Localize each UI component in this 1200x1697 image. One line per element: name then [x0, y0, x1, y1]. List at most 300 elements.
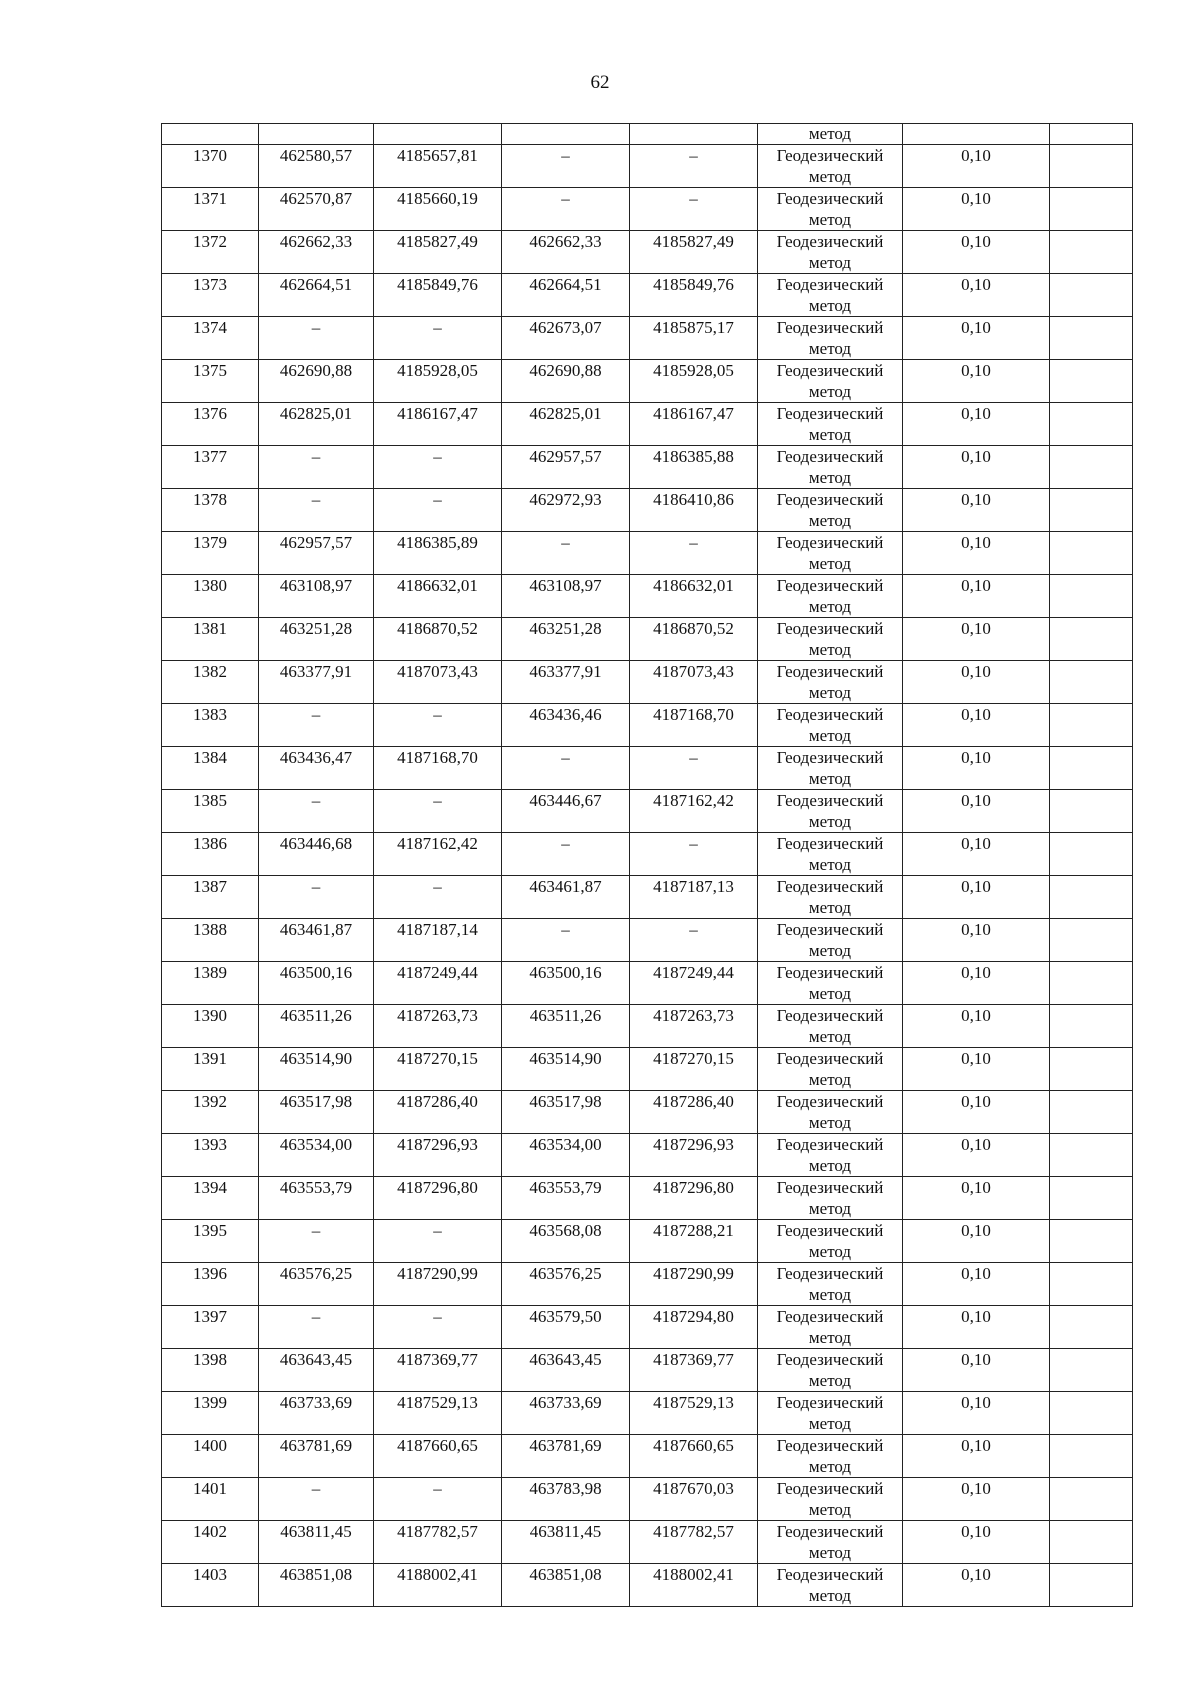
- cell-method: Геодезический метод: [758, 188, 903, 231]
- cell-y-specified: 4187263,73: [630, 1005, 758, 1048]
- cell-y-existing: 4187290,99: [374, 1263, 502, 1306]
- cell-x-existing: 463446,68: [259, 833, 374, 876]
- cell-precision: 0,10: [903, 876, 1050, 919]
- cell-method: Геодезический метод: [758, 145, 903, 188]
- cell-y-specified: 4186167,47: [630, 403, 758, 446]
- cell-y-existing: –: [374, 1478, 502, 1521]
- cell-y-specified: 4187073,43: [630, 661, 758, 704]
- cell-y-existing: –: [374, 876, 502, 919]
- cell-x-existing: –: [259, 790, 374, 833]
- cell-point-number: 1401: [162, 1478, 259, 1521]
- cell-description: [1050, 1392, 1133, 1435]
- table-row: [162, 661, 1133, 704]
- cell-x-specified: 463436,46: [502, 704, 630, 747]
- cell-x-existing: 462664,51: [259, 274, 374, 317]
- table-row: [162, 1392, 1133, 1435]
- cell-precision: 0,10: [903, 1263, 1050, 1306]
- cell-x-existing: –: [259, 1220, 374, 1263]
- table-row: [162, 145, 1133, 188]
- cell-description: [1050, 489, 1133, 532]
- cell-y-specified: –: [630, 747, 758, 790]
- cell-y-existing: 4187270,15: [374, 1048, 502, 1091]
- cell-x-specified: 463251,28: [502, 618, 630, 661]
- cell-method: Геодезический метод: [758, 1435, 903, 1478]
- cell-point-number: 1376: [162, 403, 259, 446]
- cell-y-specified: 4187670,03: [630, 1478, 758, 1521]
- cell-point-number: 1388: [162, 919, 259, 962]
- cell-method: Геодезический метод: [758, 1134, 903, 1177]
- cell-point-number: 1400: [162, 1435, 259, 1478]
- cell-method: Геодезический метод: [758, 360, 903, 403]
- table-row: [162, 790, 1133, 833]
- cell-description: [1050, 790, 1133, 833]
- cell-precision: 0,10: [903, 274, 1050, 317]
- cell-method: Геодезический метод: [758, 1392, 903, 1435]
- cell-y-existing: 4187660,65: [374, 1435, 502, 1478]
- cell-x-existing: –: [259, 317, 374, 360]
- cell-y-specified: –: [630, 188, 758, 231]
- table-row: [162, 1263, 1133, 1306]
- cell-method: Геодезический метод: [758, 876, 903, 919]
- cell-point-number: 1381: [162, 618, 259, 661]
- cell-description: [1050, 1048, 1133, 1091]
- cell-method: Геодезический метод: [758, 962, 903, 1005]
- cell-point-number: 1380: [162, 575, 259, 618]
- cell-x-specified: 462662,33: [502, 231, 630, 274]
- cell-y-existing: 4187168,70: [374, 747, 502, 790]
- cell-y-specified: –: [630, 532, 758, 575]
- table-row: [162, 962, 1133, 1005]
- cell-point-number: 1371: [162, 188, 259, 231]
- cell-precision: 0,10: [903, 1177, 1050, 1220]
- cell-x-existing: 463553,79: [259, 1177, 374, 1220]
- cell-x-existing: –: [259, 446, 374, 489]
- cell-point-number: 1389: [162, 962, 259, 1005]
- cell-point-number: 1375: [162, 360, 259, 403]
- cell-description: [1050, 1435, 1133, 1478]
- cell-y-specified: 4187270,15: [630, 1048, 758, 1091]
- cell-x-specified: –: [502, 532, 630, 575]
- cell-point-number: 1373: [162, 274, 259, 317]
- cell-y-existing: 4187249,44: [374, 962, 502, 1005]
- cell-point-number: 1370: [162, 145, 259, 188]
- cell-point-number: 1384: [162, 747, 259, 790]
- cell-description: [1050, 188, 1133, 231]
- cell-x-existing: 463251,28: [259, 618, 374, 661]
- cell-x-specified: 463377,91: [502, 661, 630, 704]
- cell-description: [1050, 575, 1133, 618]
- cell-precision: 0,10: [903, 1349, 1050, 1392]
- table-row: [162, 833, 1133, 876]
- continuation-row: [162, 124, 1133, 145]
- cell-x-existing: 463436,47: [259, 747, 374, 790]
- cell-method: Геодезический метод: [758, 618, 903, 661]
- cell-y-specified: 4187294,80: [630, 1306, 758, 1349]
- table-row: [162, 1048, 1133, 1091]
- cell-x-existing: 463500,16: [259, 962, 374, 1005]
- cell-y-existing: –: [374, 446, 502, 489]
- cell-x-existing: 462570,87: [259, 188, 374, 231]
- cell-x-specified: 463579,50: [502, 1306, 630, 1349]
- cell-x-specified: 463811,45: [502, 1521, 630, 1564]
- cell-description: [1050, 833, 1133, 876]
- cell-precision: 0,10: [903, 1005, 1050, 1048]
- cell-y-existing: 4185849,76: [374, 274, 502, 317]
- table-row: [162, 575, 1133, 618]
- cell-method: Геодезический метод: [758, 274, 903, 317]
- cell-point-number: 1378: [162, 489, 259, 532]
- cell-y-existing: 4187286,40: [374, 1091, 502, 1134]
- cell-method: Геодезический метод: [758, 317, 903, 360]
- cell-description: [1050, 124, 1133, 145]
- cell-y-specified: 4187529,13: [630, 1392, 758, 1435]
- cell-point-number: 1385: [162, 790, 259, 833]
- cell-precision: 0,10: [903, 1306, 1050, 1349]
- cell-method: Геодезический метод: [758, 489, 903, 532]
- cell-precision: [903, 124, 1050, 145]
- cell-point-number: 1374: [162, 317, 259, 360]
- cell-description: [1050, 1263, 1133, 1306]
- coordinates-table: [161, 123, 1133, 1607]
- cell-x-existing: –: [259, 489, 374, 532]
- cell-precision: 0,10: [903, 747, 1050, 790]
- cell-method: Геодезический метод: [758, 1349, 903, 1392]
- cell-method: Геодезический метод: [758, 1220, 903, 1263]
- cell-y-existing: [374, 124, 502, 145]
- table-row: [162, 231, 1133, 274]
- cell-precision: 0,10: [903, 446, 1050, 489]
- cell-method: Геодезический метод: [758, 1177, 903, 1220]
- cell-method: Геодезический метод: [758, 575, 903, 618]
- page-number: 62: [590, 72, 610, 93]
- cell-precision: 0,10: [903, 1091, 1050, 1134]
- table-row: [162, 1349, 1133, 1392]
- cell-y-existing: 4188002,41: [374, 1564, 502, 1607]
- cell-method: Геодезический метод: [758, 1005, 903, 1048]
- cell-x-existing: 463108,97: [259, 575, 374, 618]
- cell-x-specified: 462690,88: [502, 360, 630, 403]
- cell-x-specified: –: [502, 145, 630, 188]
- cell-precision: 0,10: [903, 188, 1050, 231]
- cell-x-existing: –: [259, 1306, 374, 1349]
- cell-point-number: 1379: [162, 532, 259, 575]
- cell-x-existing: 463576,25: [259, 1263, 374, 1306]
- cell-x-existing: 463851,08: [259, 1564, 374, 1607]
- cell-y-existing: –: [374, 704, 502, 747]
- cell-x-specified: 462825,01: [502, 403, 630, 446]
- cell-precision: 0,10: [903, 231, 1050, 274]
- table-row: [162, 1564, 1133, 1607]
- cell-y-specified: 4185849,76: [630, 274, 758, 317]
- table-row: [162, 704, 1133, 747]
- cell-x-specified: 463514,90: [502, 1048, 630, 1091]
- table-row: [162, 1478, 1133, 1521]
- cell-y-existing: 4187296,93: [374, 1134, 502, 1177]
- cell-description: [1050, 403, 1133, 446]
- cell-description: [1050, 1349, 1133, 1392]
- table-row: [162, 489, 1133, 532]
- cell-point-number: 1398: [162, 1349, 259, 1392]
- table-row: [162, 1220, 1133, 1263]
- cell-precision: 0,10: [903, 575, 1050, 618]
- cell-y-existing: 4187296,80: [374, 1177, 502, 1220]
- cell-x-existing: 463377,91: [259, 661, 374, 704]
- cell-method: Геодезический метод: [758, 661, 903, 704]
- cell-y-specified: 4187288,21: [630, 1220, 758, 1263]
- cell-precision: 0,10: [903, 1220, 1050, 1263]
- cell-x-specified: 463500,16: [502, 962, 630, 1005]
- cell-y-existing: 4185928,05: [374, 360, 502, 403]
- cell-y-specified: 4187296,93: [630, 1134, 758, 1177]
- cell-description: [1050, 360, 1133, 403]
- cell-point-number: 1390: [162, 1005, 259, 1048]
- cell-x-existing: 462690,88: [259, 360, 374, 403]
- cell-x-specified: 463511,26: [502, 1005, 630, 1048]
- cell-y-existing: 4185827,49: [374, 231, 502, 274]
- cell-description: [1050, 704, 1133, 747]
- cell-x-existing: 463733,69: [259, 1392, 374, 1435]
- cell-y-existing: –: [374, 317, 502, 360]
- cell-precision: 0,10: [903, 489, 1050, 532]
- cell-x-specified: 462957,57: [502, 446, 630, 489]
- cell-y-existing: 4185660,19: [374, 188, 502, 231]
- cell-description: [1050, 317, 1133, 360]
- cell-x-existing: 463534,00: [259, 1134, 374, 1177]
- cell-point-number: 1399: [162, 1392, 259, 1435]
- cell-description: [1050, 1091, 1133, 1134]
- cell-point-number: 1393: [162, 1134, 259, 1177]
- cell-method: Геодезический метод: [758, 1478, 903, 1521]
- table-row: [162, 360, 1133, 403]
- cell-precision: 0,10: [903, 1134, 1050, 1177]
- cell-precision: 0,10: [903, 1564, 1050, 1607]
- cell-x-specified: 463783,98: [502, 1478, 630, 1521]
- table-row: [162, 274, 1133, 317]
- cell-y-specified: [630, 124, 758, 145]
- cell-x-existing: 462825,01: [259, 403, 374, 446]
- cell-point-number: 1391: [162, 1048, 259, 1091]
- cell-y-specified: 4188002,41: [630, 1564, 758, 1607]
- cell-precision: 0,10: [903, 919, 1050, 962]
- cell-x-specified: 463781,69: [502, 1435, 630, 1478]
- cell-y-existing: 4186870,52: [374, 618, 502, 661]
- table-row: [162, 1306, 1133, 1349]
- cell-method: Геодезический метод: [758, 1521, 903, 1564]
- cell-y-specified: 4185827,49: [630, 231, 758, 274]
- cell-description: [1050, 274, 1133, 317]
- cell-x-specified: 463517,98: [502, 1091, 630, 1134]
- cell-y-specified: 4185875,17: [630, 317, 758, 360]
- cell-description: [1050, 446, 1133, 489]
- cell-description: [1050, 1134, 1133, 1177]
- cell-y-specified: 4187660,65: [630, 1435, 758, 1478]
- cell-method: Геодезический метод: [758, 403, 903, 446]
- cell-y-specified: 4187296,80: [630, 1177, 758, 1220]
- cell-method: Геодезический метод: [758, 790, 903, 833]
- cell-y-specified: 4186410,86: [630, 489, 758, 532]
- cell-description: [1050, 231, 1133, 274]
- cell-description: [1050, 962, 1133, 1005]
- cell-method: Геодезический метод: [758, 704, 903, 747]
- cell-x-specified: 463446,67: [502, 790, 630, 833]
- cell-description: [1050, 1564, 1133, 1607]
- cell-precision: 0,10: [903, 317, 1050, 360]
- cell-precision: 0,10: [903, 618, 1050, 661]
- cell-precision: 0,10: [903, 532, 1050, 575]
- cell-y-specified: 4186385,88: [630, 446, 758, 489]
- cell-x-existing: 462580,57: [259, 145, 374, 188]
- cell-precision: 0,10: [903, 403, 1050, 446]
- cell-x-specified: 462673,07: [502, 317, 630, 360]
- cell-point-number: 1394: [162, 1177, 259, 1220]
- table-row: [162, 876, 1133, 919]
- cell-method: Геодезический метод: [758, 747, 903, 790]
- cell-description: [1050, 532, 1133, 575]
- cell-point-number: 1403: [162, 1564, 259, 1607]
- cell-y-specified: –: [630, 919, 758, 962]
- cell-description: [1050, 1478, 1133, 1521]
- cell-point-number: 1387: [162, 876, 259, 919]
- cell-description: [1050, 1177, 1133, 1220]
- cell-y-specified: 4187168,70: [630, 704, 758, 747]
- cell-description: [1050, 1220, 1133, 1263]
- cell-y-specified: 4187249,44: [630, 962, 758, 1005]
- cell-precision: 0,10: [903, 790, 1050, 833]
- table-row: [162, 1435, 1133, 1478]
- cell-y-existing: 4186632,01: [374, 575, 502, 618]
- cell-point-number: 1383: [162, 704, 259, 747]
- cell-x-specified: 463851,08: [502, 1564, 630, 1607]
- cell-point-number: 1396: [162, 1263, 259, 1306]
- cell-method: Геодезический метод: [758, 532, 903, 575]
- table-row: [162, 1005, 1133, 1048]
- cell-point-number: 1372: [162, 231, 259, 274]
- cell-precision: 0,10: [903, 661, 1050, 704]
- cell-x-specified: 463576,25: [502, 1263, 630, 1306]
- cell-precision: 0,10: [903, 145, 1050, 188]
- cell-point-number: 1402: [162, 1521, 259, 1564]
- cell-y-specified: 4187782,57: [630, 1521, 758, 1564]
- cell-y-specified: 4186870,52: [630, 618, 758, 661]
- cell-point-number: 1395: [162, 1220, 259, 1263]
- cell-precision: 0,10: [903, 704, 1050, 747]
- cell-x-existing: 463517,98: [259, 1091, 374, 1134]
- cell-y-existing: –: [374, 1220, 502, 1263]
- cell-x-specified: 463568,08: [502, 1220, 630, 1263]
- cell-point-number: 1386: [162, 833, 259, 876]
- cell-method: Геодезический метод: [758, 446, 903, 489]
- cell-x-existing: 463514,90: [259, 1048, 374, 1091]
- cell-y-existing: 4187162,42: [374, 833, 502, 876]
- cell-x-existing: 462662,33: [259, 231, 374, 274]
- cell-y-specified: 4187290,99: [630, 1263, 758, 1306]
- cell-precision: 0,10: [903, 360, 1050, 403]
- cell-description: [1050, 1521, 1133, 1564]
- table-row: [162, 618, 1133, 661]
- cell-method: Геодезический метод: [758, 919, 903, 962]
- cell-x-specified: 462972,93: [502, 489, 630, 532]
- cell-x-specified: 462664,51: [502, 274, 630, 317]
- cell-x-existing: [259, 124, 374, 145]
- cell-y-existing: –: [374, 1306, 502, 1349]
- cell-x-specified: 463553,79: [502, 1177, 630, 1220]
- cell-method: Геодезический метод: [758, 1091, 903, 1134]
- cell-point-number: 1377: [162, 446, 259, 489]
- cell-x-existing: 463781,69: [259, 1435, 374, 1478]
- cell-precision: 0,10: [903, 1435, 1050, 1478]
- cell-precision: 0,10: [903, 962, 1050, 1005]
- cell-description: [1050, 747, 1133, 790]
- table-row: [162, 1091, 1133, 1134]
- cell-y-existing: 4186385,89: [374, 532, 502, 575]
- cell-x-existing: 463811,45: [259, 1521, 374, 1564]
- cell-method: Геодезический метод: [758, 231, 903, 274]
- cell-x-existing: 463643,45: [259, 1349, 374, 1392]
- cell-x-existing: –: [259, 876, 374, 919]
- cell-description: [1050, 1005, 1133, 1048]
- cell-x-existing: 462957,57: [259, 532, 374, 575]
- cell-method: метод: [758, 124, 903, 145]
- cell-precision: 0,10: [903, 1392, 1050, 1435]
- table-row: [162, 1521, 1133, 1564]
- cell-x-specified: [502, 124, 630, 145]
- cell-y-existing: 4187263,73: [374, 1005, 502, 1048]
- cell-method: Геодезический метод: [758, 833, 903, 876]
- cell-y-existing: 4187187,14: [374, 919, 502, 962]
- cell-description: [1050, 145, 1133, 188]
- cell-method: Геодезический метод: [758, 1564, 903, 1607]
- cell-precision: 0,10: [903, 1478, 1050, 1521]
- cell-x-specified: –: [502, 188, 630, 231]
- table-row: [162, 532, 1133, 575]
- cell-point-number: 1392: [162, 1091, 259, 1134]
- cell-precision: 0,10: [903, 1048, 1050, 1091]
- cell-description: [1050, 919, 1133, 962]
- table-row: [162, 188, 1133, 231]
- cell-y-existing: 4186167,47: [374, 403, 502, 446]
- cell-description: [1050, 1306, 1133, 1349]
- cell-x-specified: 463733,69: [502, 1392, 630, 1435]
- cell-y-existing: –: [374, 790, 502, 833]
- cell-y-specified: 4187369,77: [630, 1349, 758, 1392]
- cell-x-specified: –: [502, 919, 630, 962]
- cell-x-specified: –: [502, 747, 630, 790]
- cell-y-specified: 4187162,42: [630, 790, 758, 833]
- cell-y-existing: 4185657,81: [374, 145, 502, 188]
- cell-point-number: 1382: [162, 661, 259, 704]
- cell-precision: 0,10: [903, 833, 1050, 876]
- cell-y-existing: 4187529,13: [374, 1392, 502, 1435]
- cell-point-number: 1397: [162, 1306, 259, 1349]
- cell-x-specified: –: [502, 833, 630, 876]
- cell-method: Геодезический метод: [758, 1263, 903, 1306]
- table-row: [162, 1134, 1133, 1177]
- cell-y-specified: 4185928,05: [630, 360, 758, 403]
- cell-y-existing: 4187073,43: [374, 661, 502, 704]
- cell-y-specified: 4187286,40: [630, 1091, 758, 1134]
- cell-x-specified: 463643,45: [502, 1349, 630, 1392]
- cell-y-specified: 4187187,13: [630, 876, 758, 919]
- cell-x-existing: 463461,87: [259, 919, 374, 962]
- cell-method: Геодезический метод: [758, 1306, 903, 1349]
- cell-x-existing: –: [259, 704, 374, 747]
- cell-y-existing: 4187369,77: [374, 1349, 502, 1392]
- table-row: [162, 919, 1133, 962]
- cell-x-specified: 463108,97: [502, 575, 630, 618]
- table-row: [162, 1177, 1133, 1220]
- table-row: [162, 747, 1133, 790]
- cell-x-existing: –: [259, 1478, 374, 1521]
